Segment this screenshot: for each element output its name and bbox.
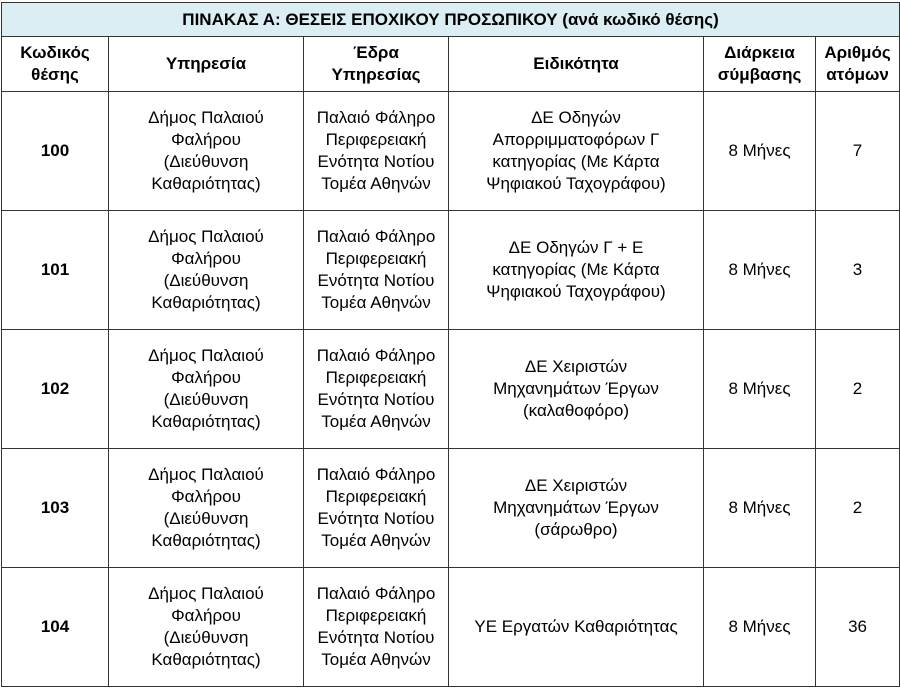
table-title: ΠΙΝΑΚΑΣ Α: ΘΕΣΕΙΣ ΕΠΟΧΙΚΟΥ ΠΡΟΣΩΠΙΚΟΥ (ανά κωδικό θέσης) bbox=[2, 3, 900, 37]
cell-seat: Παλαιό Φάληρο Περιφερειακή Ενότητα Νοτίου Τομέα Αθηνών bbox=[304, 449, 449, 568]
cell-specialty: ΔΕ Οδηγών Γ + Ε κατηγορίας (Με Κάρτα Ψηφιακού Ταχογράφου) bbox=[449, 211, 704, 330]
cell-code: 103 bbox=[2, 449, 109, 568]
cell-duration: 8 Μήνες bbox=[704, 449, 816, 568]
cell-service: Δήμος Παλαιού Φαλήρου (Διεύθυνση Καθαριότητας) bbox=[109, 211, 304, 330]
cell-count: 3 bbox=[816, 211, 900, 330]
cell-service: Δήμος Παλαιού Φαλήρου (Διεύθυνση Καθαριότητας) bbox=[109, 449, 304, 568]
cell-specialty: ΔΕ Χειριστών Μηχανημάτων Έργων (σάρωθρο) bbox=[449, 449, 704, 568]
header-specialty: Ειδικότητα bbox=[449, 37, 704, 92]
cell-count: 2 bbox=[816, 449, 900, 568]
cell-code: 104 bbox=[2, 568, 109, 687]
header-seat: Έδρα Υπηρεσίας bbox=[304, 37, 449, 92]
cell-code: 102 bbox=[2, 330, 109, 449]
header-row bbox=[2, 37, 900, 92]
cell-duration: 8 Μήνες bbox=[704, 211, 816, 330]
header-code: Κωδικός θέσης bbox=[2, 37, 109, 92]
table-row bbox=[2, 449, 900, 568]
cell-specialty: ΔΕ Χειριστών Μηχανημάτων Έργων (καλαθοφόρο) bbox=[449, 330, 704, 449]
cell-count: 36 bbox=[816, 568, 900, 687]
positions-table bbox=[1, 2, 900, 687]
cell-duration: 8 Μήνες bbox=[704, 568, 816, 687]
cell-duration: 8 Μήνες bbox=[704, 330, 816, 449]
cell-seat: Παλαιό Φάληρο Περιφερειακή Ενότητα Νοτίου Τομέα Αθηνών bbox=[304, 92, 449, 211]
cell-count: 7 bbox=[816, 92, 900, 211]
cell-code: 100 bbox=[2, 92, 109, 211]
table-row bbox=[2, 330, 900, 449]
cell-specialty: ΔΕ Οδηγών Απορριμματοφόρων Γ κατηγορίας (Με Κάρτα Ψηφιακού Ταχογράφου) bbox=[449, 92, 704, 211]
table-row bbox=[2, 568, 900, 687]
cell-seat: Παλαιό Φάληρο Περιφερειακή Ενότητα Νοτίου Τομέα Αθηνών bbox=[304, 568, 449, 687]
cell-code: 101 bbox=[2, 211, 109, 330]
table-row bbox=[2, 211, 900, 330]
table-row bbox=[2, 92, 900, 211]
cell-count: 2 bbox=[816, 330, 900, 449]
cell-service: Δήμος Παλαιού Φαλήρου (Διεύθυνση Καθαριότητας) bbox=[109, 330, 304, 449]
cell-specialty: ΥΕ Εργατών Καθαριότητας bbox=[449, 568, 704, 687]
header-count: Αριθμός ατόμων bbox=[816, 37, 900, 92]
cell-service: Δήμος Παλαιού Φαλήρου (Διεύθυνση Καθαριότητας) bbox=[109, 568, 304, 687]
header-duration: Διάρκεια σύμβασης bbox=[704, 37, 816, 92]
cell-service: Δήμος Παλαιού Φαλήρου (Διεύθυνση Καθαριότητας) bbox=[109, 92, 304, 211]
header-service: Υπηρεσία bbox=[109, 37, 304, 92]
cell-seat: Παλαιό Φάληρο Περιφερειακή Ενότητα Νοτίου Τομέα Αθηνών bbox=[304, 330, 449, 449]
cell-duration: 8 Μήνες bbox=[704, 92, 816, 211]
cell-seat: Παλαιό Φάληρο Περιφερειακή Ενότητα Νοτίου Τομέα Αθηνών bbox=[304, 211, 449, 330]
